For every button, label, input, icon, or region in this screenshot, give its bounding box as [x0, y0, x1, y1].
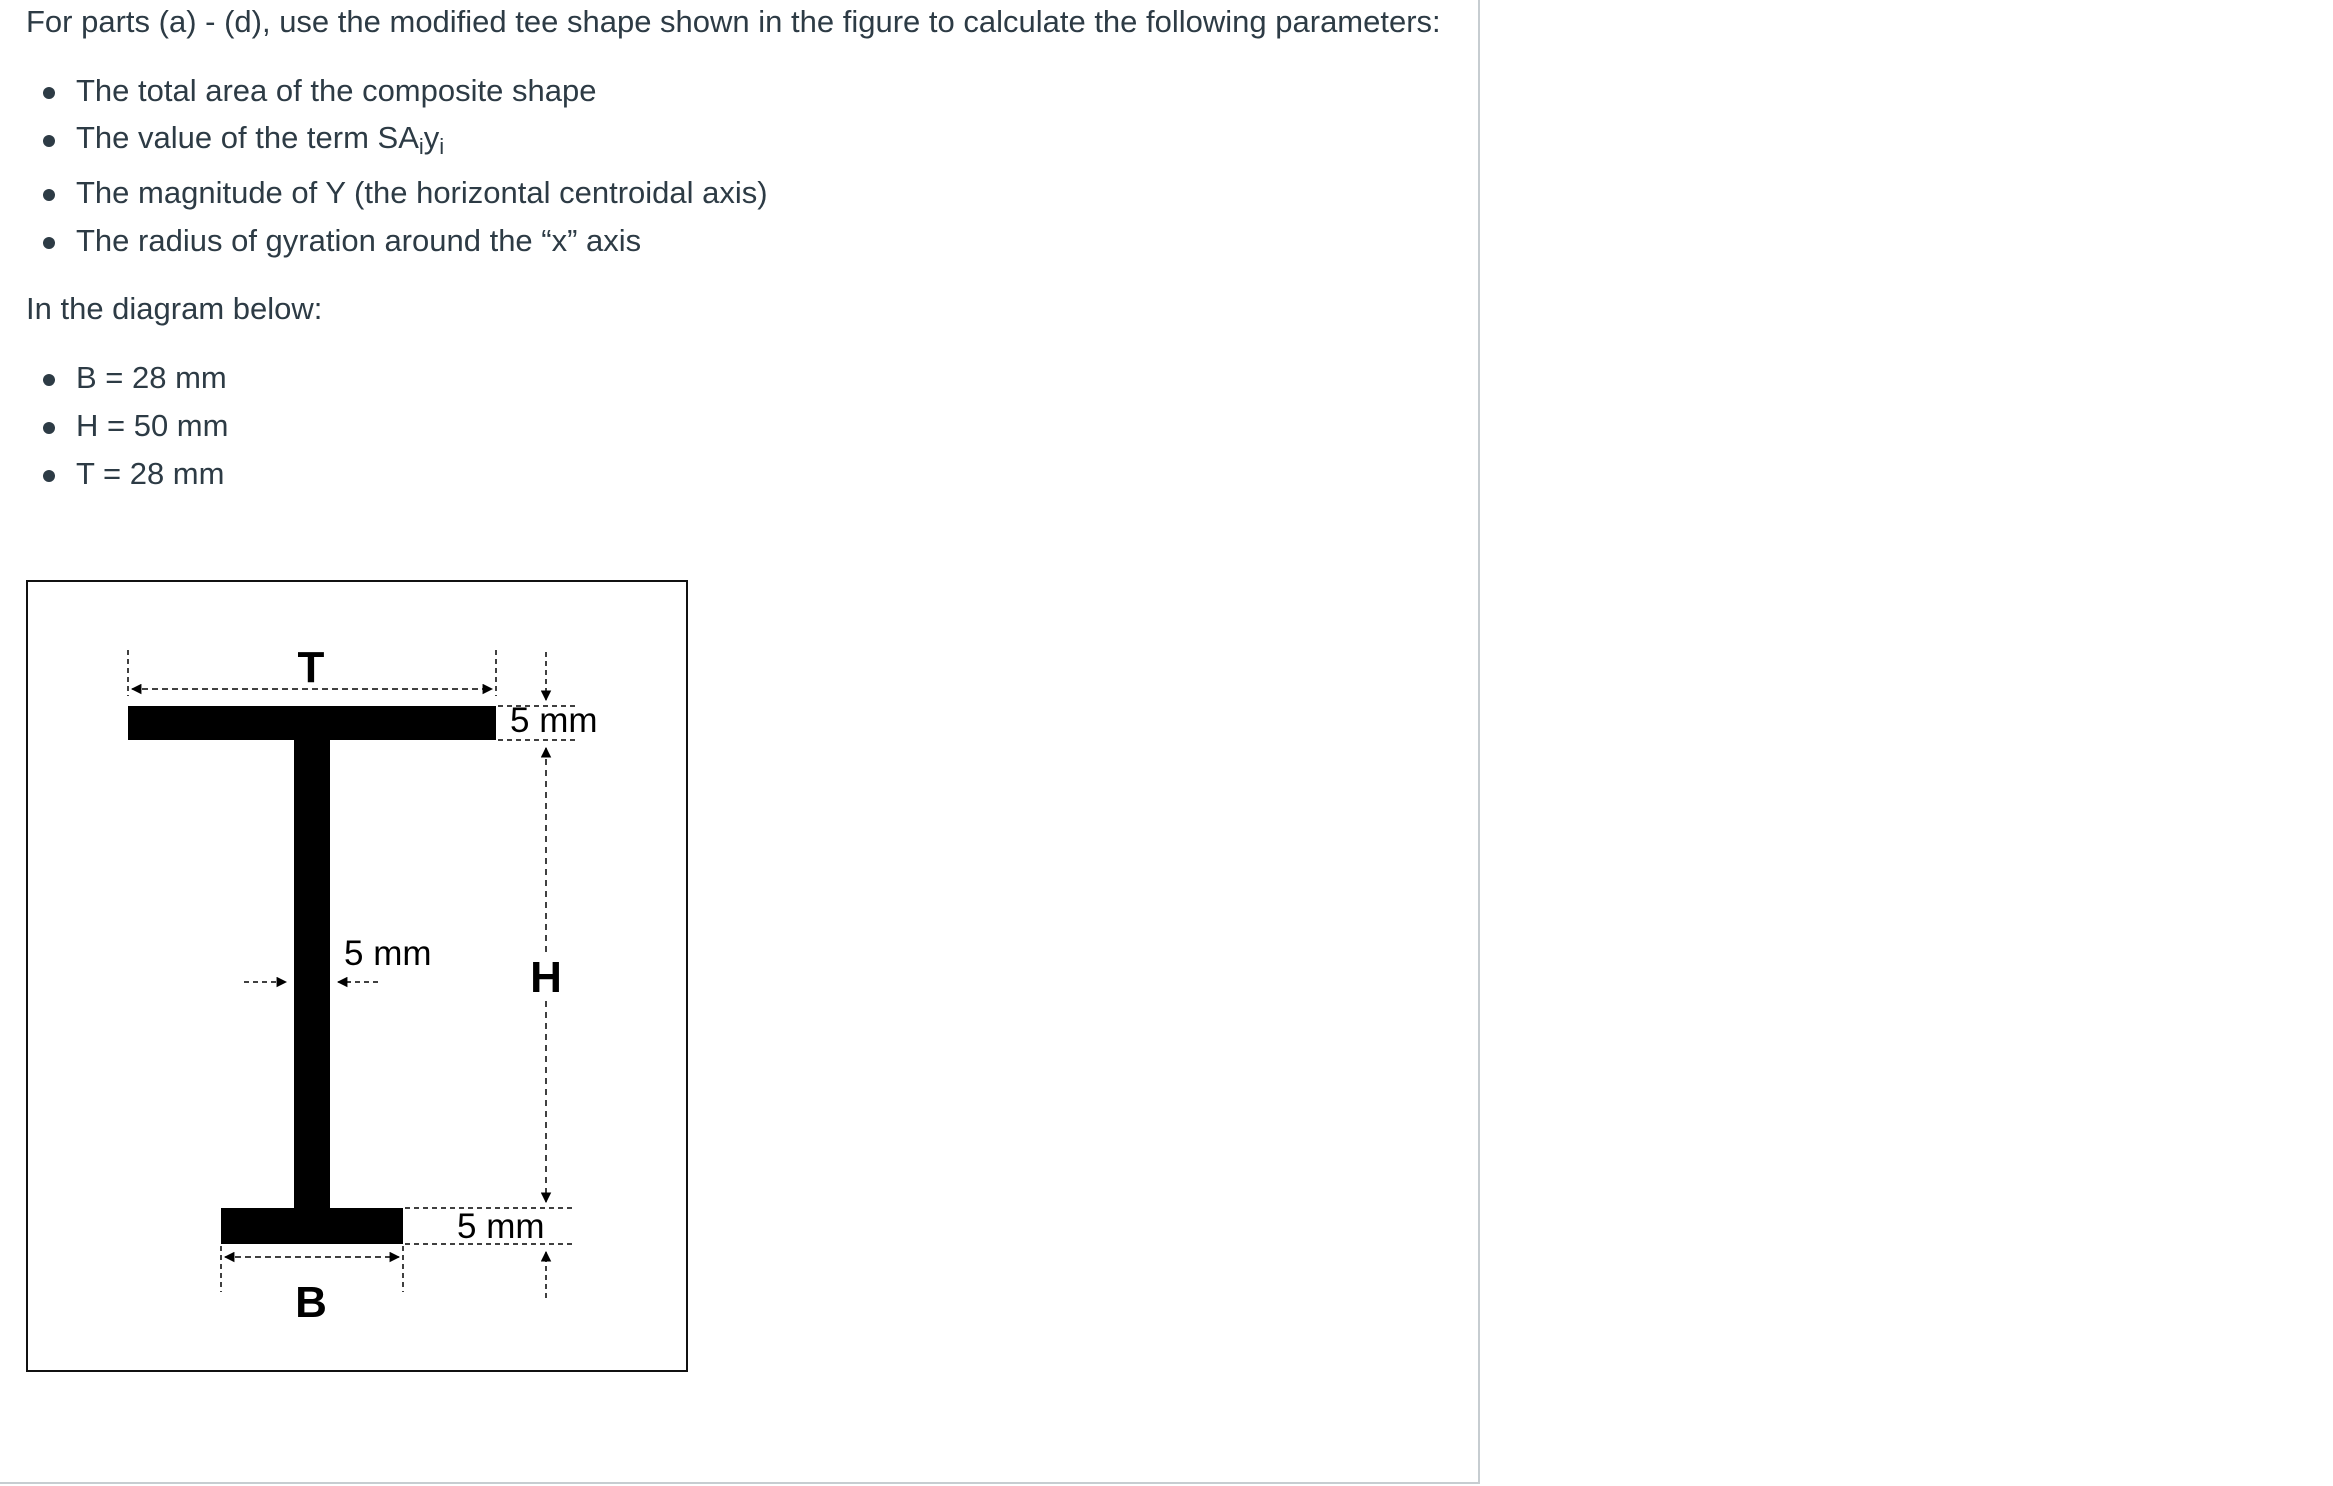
parameter-list	[26, 67, 1446, 265]
parameter-label: The radius of gyration around the “x” axis	[76, 223, 642, 258]
parameter-label: The value of the term SA	[76, 120, 419, 155]
top-flange	[128, 706, 496, 740]
subscript: i	[439, 134, 445, 159]
web-thickness-label: 5 mm	[344, 934, 432, 973]
web	[294, 740, 330, 1208]
question-content	[26, 0, 1446, 498]
subscript: i	[418, 134, 424, 159]
dimension-item-b	[26, 354, 1446, 402]
dimension-label: T = 28 mm	[76, 456, 225, 491]
intro-text: For parts (a) - (d), use the modified tee shape shown in the figure to calculate the following parameters:	[26, 4, 1441, 39]
dimension-label: H = 50 mm	[76, 408, 229, 443]
parameter-label: The magnitude of Y (the horizontal centroidal axis)	[76, 175, 768, 210]
diagram-intro-text: In the diagram below:	[26, 291, 323, 326]
tee-shape-diagram	[28, 582, 686, 1370]
dimension-item-h	[26, 402, 1446, 450]
dimension-list	[26, 354, 1446, 498]
b-label: B	[295, 1278, 327, 1327]
parameter-item-sum	[26, 115, 1446, 169]
h-label: H	[530, 953, 562, 1002]
t-label: T	[297, 643, 325, 692]
bottom-flange	[221, 1208, 403, 1244]
top-flange-thickness-label: 5 mm	[510, 701, 598, 740]
tee-shape-figure	[26, 580, 688, 1372]
dimension-label: B = 28 mm	[76, 360, 227, 395]
parameter-item-centroid	[26, 169, 1446, 217]
parameter-item-gyration	[26, 217, 1446, 265]
parameter-item-area	[26, 67, 1446, 115]
bottom-flange-thickness-label: 5 mm	[457, 1207, 545, 1246]
dimension-item-t	[26, 450, 1446, 498]
parameter-label: The total area of the composite shape	[76, 73, 597, 108]
parameter-label: y	[423, 120, 440, 155]
